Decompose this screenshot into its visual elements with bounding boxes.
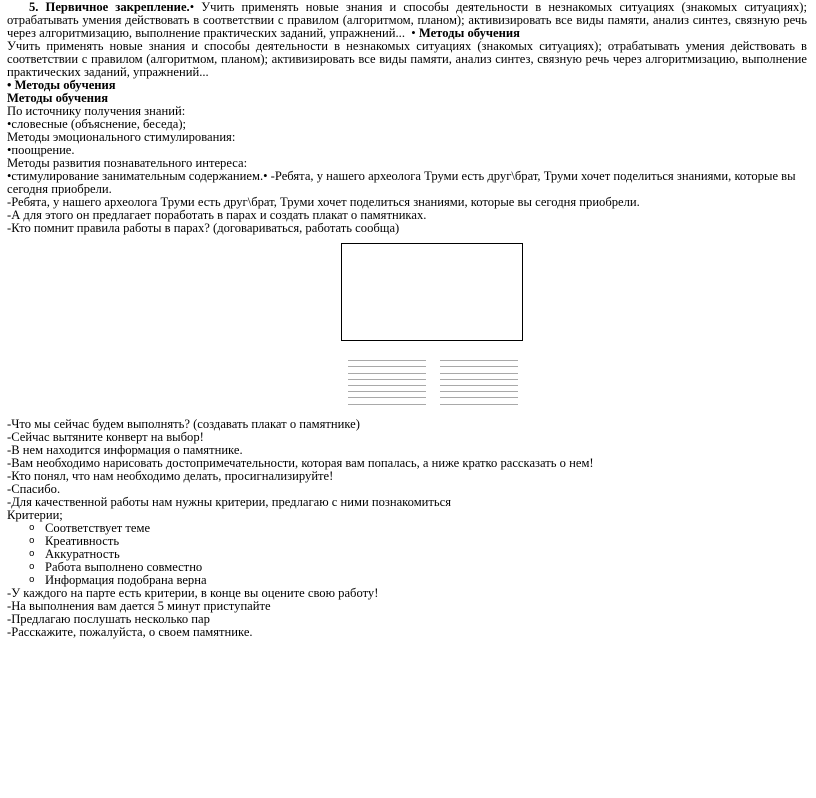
- dialogue-line: -Для качественной работы нам нужны критерии, предлагаю с ними познакомиться: [7, 495, 452, 509]
- poster-template-figure: [7, 235, 807, 418]
- document-page: [7, 0, 807, 639]
- bullet-glyph: •: [189, 0, 195, 14]
- dialogue-line: -Что мы сейчас будем выполнять? (создавать плакат о памятнике): [7, 417, 360, 431]
- circle-bullet-icon: o: [29, 523, 35, 533]
- criteria-item: o Информация подобрана верна: [29, 573, 207, 587]
- dialogue-line: -А для этого он предлагает поработать в парах и создать плакат о памятниках.: [7, 208, 427, 222]
- methods-inline-heading: Методы обучения: [418, 26, 520, 40]
- criteria-item: o Аккуратность: [29, 547, 120, 561]
- poster-text-lines-right: [440, 355, 518, 405]
- dialogue-line: -Предлагаю послушать несколько пар: [7, 612, 210, 626]
- poster-drawing-box: [341, 243, 523, 341]
- poster-text-lines-left: [348, 355, 426, 405]
- circle-bullet-icon: o: [29, 562, 35, 572]
- criteria-heading: Критерии;: [7, 508, 63, 522]
- intro-text: Учить применять новые знания и способы деятельности в незнакомых ситуациях (знакомых ситуациях); отрабатывать умения действовать в соответствии с правилом (алгоритмом, планом); активизировать все виды памяти, анализ синтез, связную речь через алгоритмизацию, выполнение практических заданий, упражнений...: [7, 0, 807, 40]
- dialogue-line: -Кто помнит правила работы в парах? (договариваться, работать сообща): [7, 221, 400, 235]
- section-intro: [7, 0, 807, 40]
- methods-line: •словесные (объяснение, беседа);: [7, 117, 187, 131]
- methods-line: Методы эмоционального стимулирования:: [7, 130, 236, 144]
- methods-title: Методы обучения: [7, 91, 109, 105]
- circle-bullet-icon: o: [29, 536, 35, 546]
- criteria-item: o Креативность: [29, 534, 120, 548]
- section-heading: 5. Первичное закрепление.: [29, 0, 190, 14]
- criteria-item: o Соответствует теме: [29, 521, 151, 535]
- dialogue-line: -Кто понял, что нам необходимо делать, просигнализируйте!: [7, 469, 334, 483]
- methods-bullet-heading: • Методы обучения: [7, 78, 116, 92]
- criteria-item: o Работа выполнено совместно: [29, 560, 203, 574]
- dialogue-line: -Спасибо.: [7, 482, 61, 496]
- methods-line: По источнику получения знаний:: [7, 104, 186, 118]
- methods-line: Методы развития познавательного интереса:: [7, 156, 248, 170]
- stimulation-line: •стимулирование занимательным содержанием.• -Ребята, у нашего археолога Труми есть друг\брат, Труми хочет поделиться знаниями, которые вы сегодня приобрели.: [7, 169, 796, 196]
- dialogue-line: -В нем находится информация о памятнике.: [7, 443, 243, 457]
- methods-line: •поощрение.: [7, 143, 75, 157]
- dialogue-line: -Вам необходимо нарисовать достопримечательности, которая вам попалась, а ниже кратко рассказать о нем!: [7, 456, 594, 470]
- dialogue-line: -Расскажите, пожалуйста, о своем памятнике.: [7, 625, 253, 639]
- dialogue-line: -Сейчас вытяните конверт на выбор!: [7, 430, 204, 444]
- dialogue-line: -У каждого на парте есть критерии, в конце вы оцените свою работу!: [7, 586, 379, 600]
- bullet-glyph: •: [411, 26, 416, 40]
- dialogue-line: -Ребята, у нашего археолога Труми есть друг\брат, Труми хочет поделиться знаниями, которые вы сегодня приобрели.: [7, 195, 640, 209]
- goal-paragraph: Учить применять новые знания и способы деятельности в незнакомых ситуациях (знакомых ситуациях); отрабатывать умения действовать в соответствии с правилом (алгоритмом, планом); активизировать все виды памяти, анализ синтез, связную речь через алгоритмизацию, выполнение практических заданий, упражнений...: [7, 39, 807, 79]
- dialogue-line: -На выполнения вам дается 5 минут приступайте: [7, 599, 271, 613]
- circle-bullet-icon: o: [29, 549, 35, 559]
- criteria-list: [7, 522, 807, 587]
- circle-bullet-icon: o: [29, 575, 35, 585]
